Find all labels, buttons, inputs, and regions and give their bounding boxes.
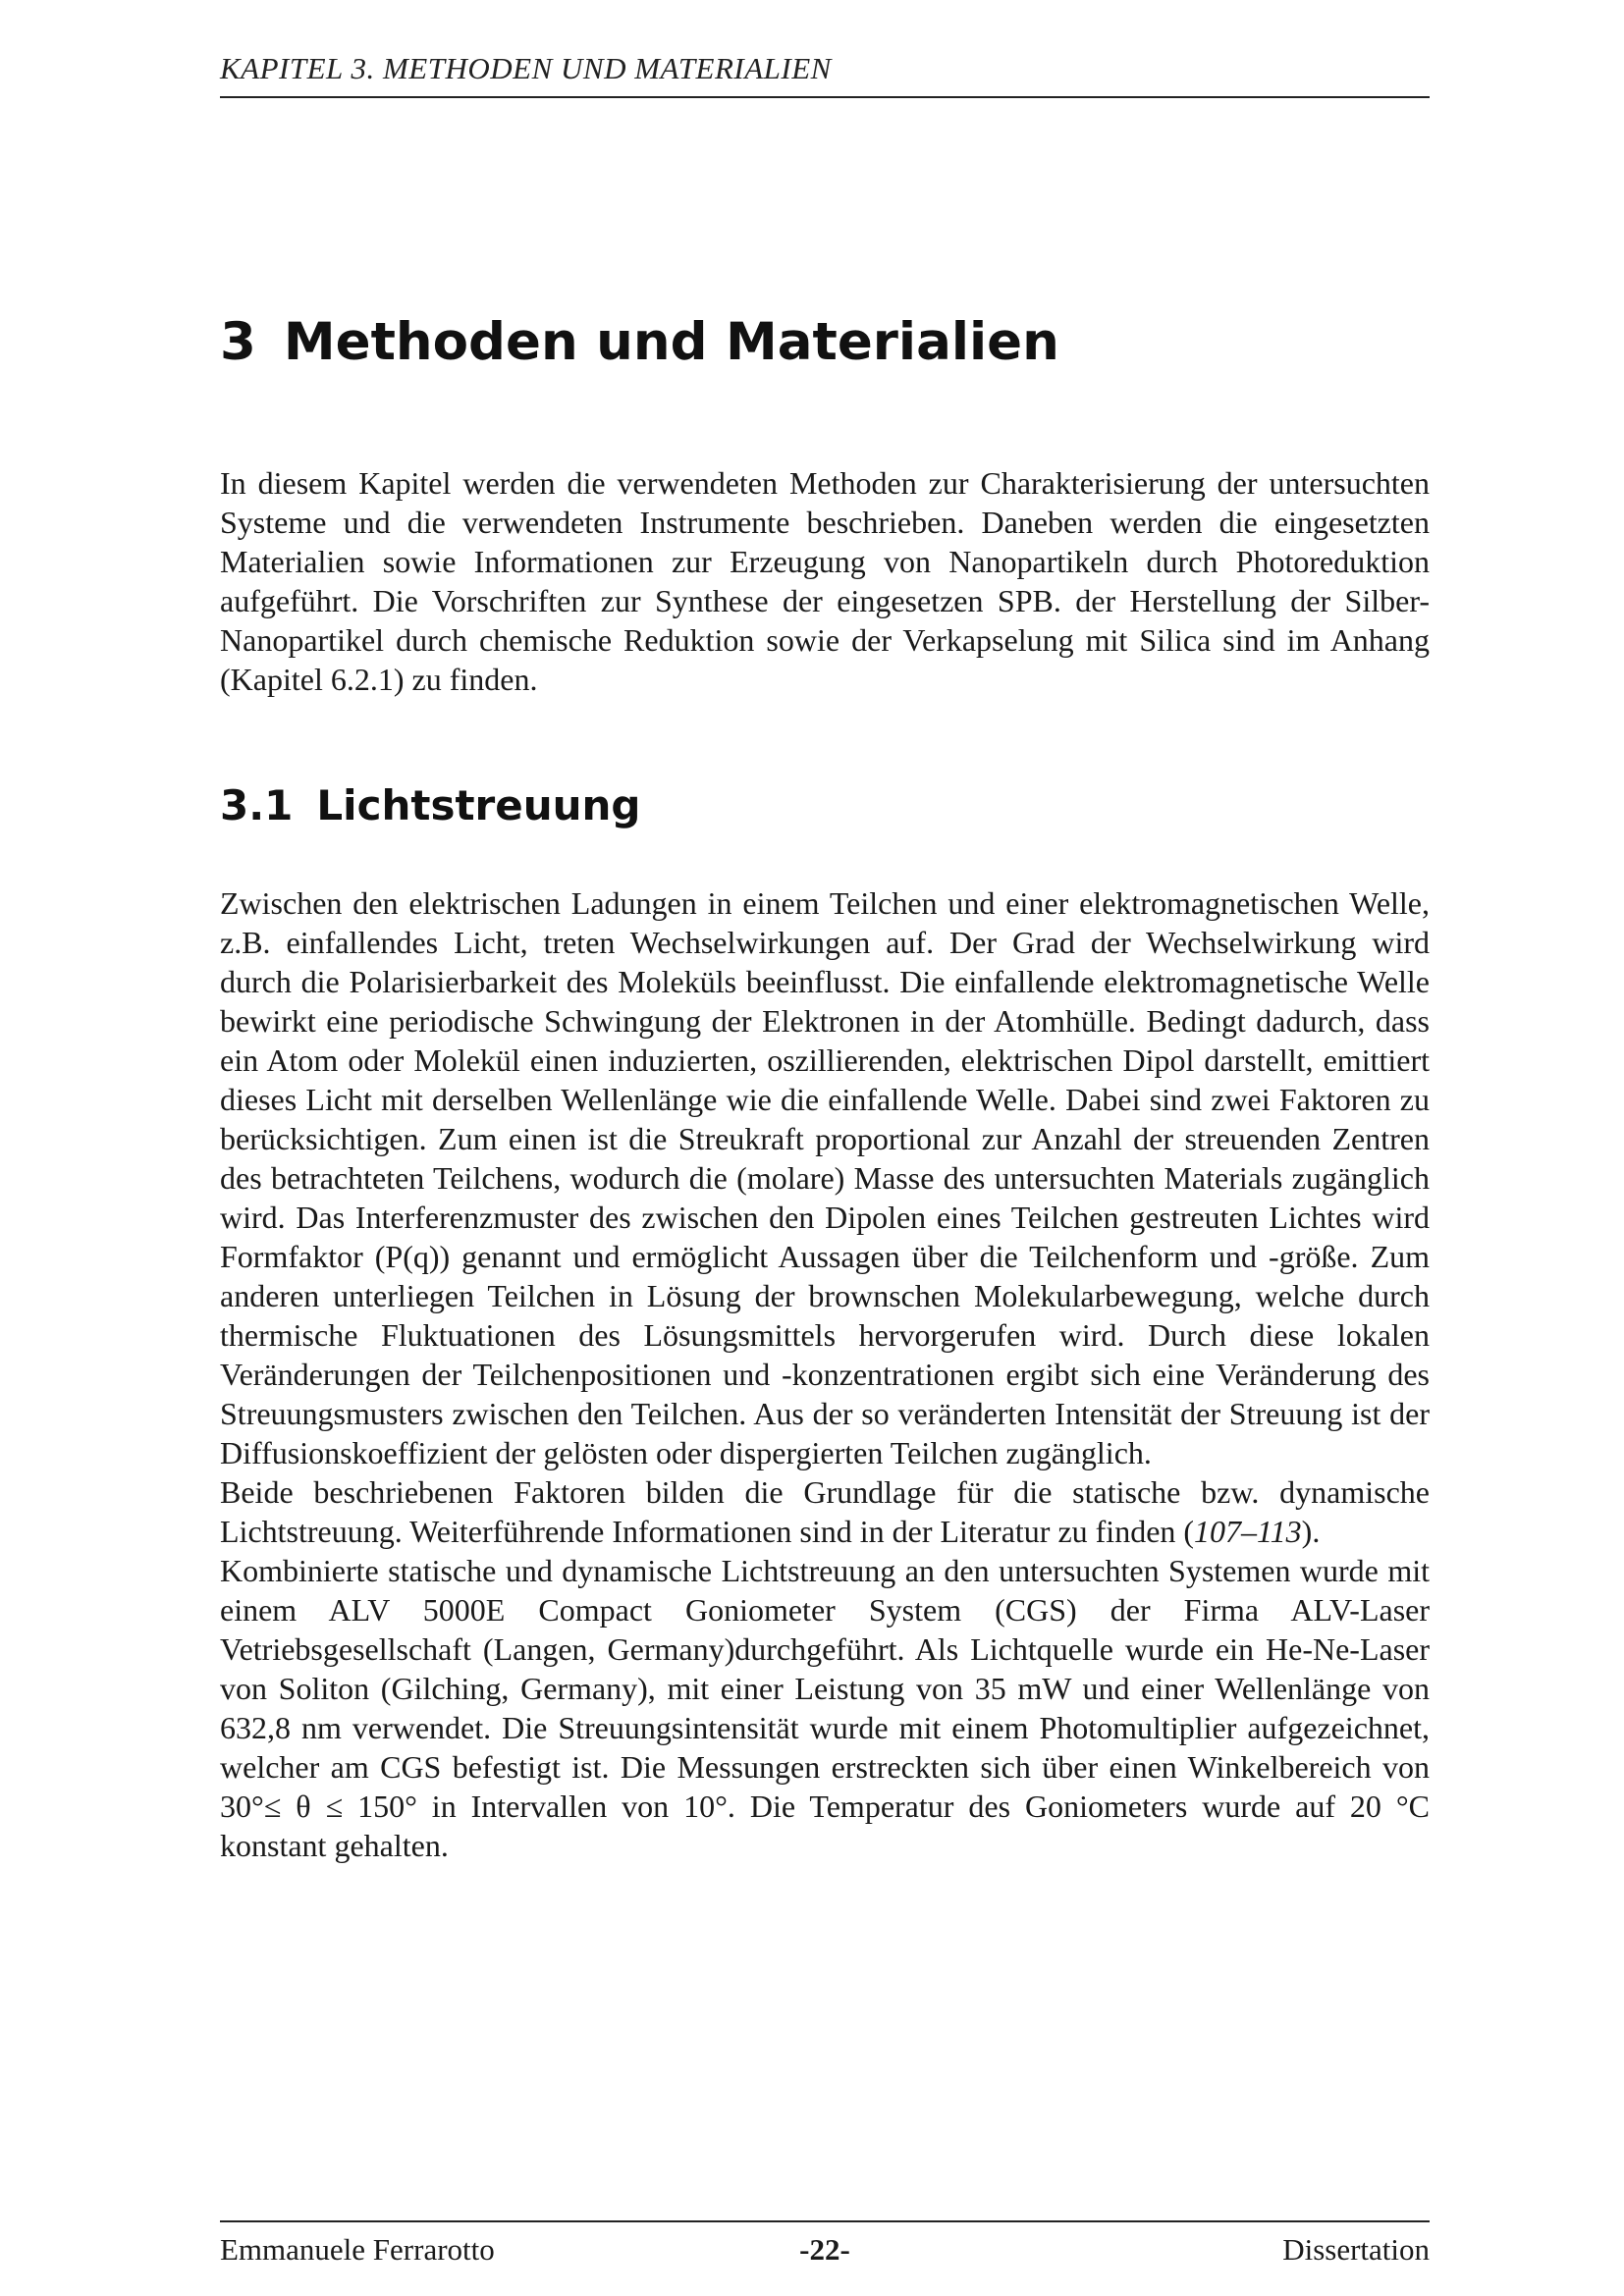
chapter-title xyxy=(220,312,1430,372)
section-title xyxy=(220,781,1430,829)
section-body xyxy=(220,883,1430,1865)
chapter-intro-paragraph: In diesem Kapitel werden die verwendeten Methoden zur Charakterisierung der untersuchten Systeme und die verwendeten Instrumente beschrieben. Daneben werden die eingesetzten Materialien sowie Informationen zur Erzeugung von Nanopartikeln durch Photoreduktion aufgeführt. Die Vorschriften zur Synthese der eingesetzen SPB. der Herstellung der Silber-Nanopartikel durch chemische Reduktion sowie der Verkapselung mit Silica sind im Anhang (Kapitel 6.2.1) zu finden. xyxy=(220,465,1430,697)
section-paragraph-3: Kombinierte statische und dynamische Lichtstreuung an den untersuchten Systemen wurde mit einem ALV 5000E Compact Goniometer System (CGS) der Firma ALV-Laser Vetriebsgesellschaft (Langen, Germany)durchgeführt. Als Lichtquelle wurde ein He-Ne-Laser von Soliton (Gilching, Germany), mit einer Leistung von 35 mW und einer Wellenlänge von 632,8 nm verwendet. Die Streuungsintensität wurde mit einem Photomultiplier aufgezeichnet, welcher am CGS befestigt ist. Die Messungen erstreckten sich über einen Winkelbereich von 30°≤ θ ≤ 150° in Intervallen von 10°. Die Temperatur des Goniometers wurde auf 20 °C konstant gehalten. xyxy=(220,1553,1430,1863)
section-title-text: Lichtstreuung xyxy=(316,781,641,829)
footer-rule xyxy=(220,2220,1430,2222)
section-number: 3.1 xyxy=(220,781,294,829)
paragraph-2-end: ). xyxy=(1301,1514,1321,1549)
chapter-title-text: Methoden und Materialien xyxy=(283,312,1059,372)
running-head: KAPITEL 3. METHODEN UND MATERIALIEN xyxy=(220,51,832,85)
footer-author: Emmanuele Ferrarotto xyxy=(220,2232,495,2267)
page-footer xyxy=(220,2232,1430,2271)
header-rule xyxy=(220,96,1430,98)
footer-doc-type: Dissertation xyxy=(1282,2232,1430,2267)
paragraph-2-text: Beide beschriebenen Faktoren bilden die Grundlage für die statische bzw. dynamische Lichtstreuung. Weiterführende Informationen sind in der Literatur zu finden ( xyxy=(220,1474,1430,1549)
section-paragraph-2 xyxy=(220,1472,1430,1551)
citation-reference: 107–113 xyxy=(1194,1514,1302,1549)
section-paragraph-1: Zwischen den elektrischen Ladungen in einem Teilchen und einer elektromagnetischen Welle, z.B. einfallendes Licht, treten Wechselwirkungen auf. Der Grad der Wechselwirkung wird durch die Polarisierbarkeit des Moleküls beeinflusst. Die einfallende elektromagnetische Welle bewirkt eine periodische Schwingung der Elektronen in der Atomhülle. Bedingt dadurch, dass ein Atom oder Molekül einen induzierten, oszillierenden, elektrischen Dipol darstellt, emittiert dieses Licht mit derselben Wellenlänge wie die einfallende Welle. Dabei sind zwei Faktoren zu berücksichtigen. Zum einen ist die Streukraft proportional zur Anzahl der streuenden Zentren des betrachteten Teilchens, wodurch die (molare) Masse des untersuchten Materials zugänglich wird. Das Interferenzmuster des zwischen den Dipolen eines Teilchen gestreuten Lichtes wird Formfaktor (P(q)) genannt und ermöglicht Aussagen über die Teilchenform und -größe. Zum anderen unterliegen Teilchen in Lösung der brownschen Molekularbewegung, welche durch thermische Fluktuationen des Lösungsmittels hervorgerufen wird. Durch diese lokalen Veränderungen der Teilchenpositionen und -konzentrationen ergibt sich eine Veränderung des Streuungsmusters zwischen den Teilchen. Aus der so veränderten Intensität der Streuung ist der Diffusionskoeffizient der gelösten oder dispergierten Teilchen zugänglich. xyxy=(220,885,1430,1470)
footer-page-number: -22- xyxy=(799,2232,850,2267)
chapter-number: 3 xyxy=(220,312,256,372)
